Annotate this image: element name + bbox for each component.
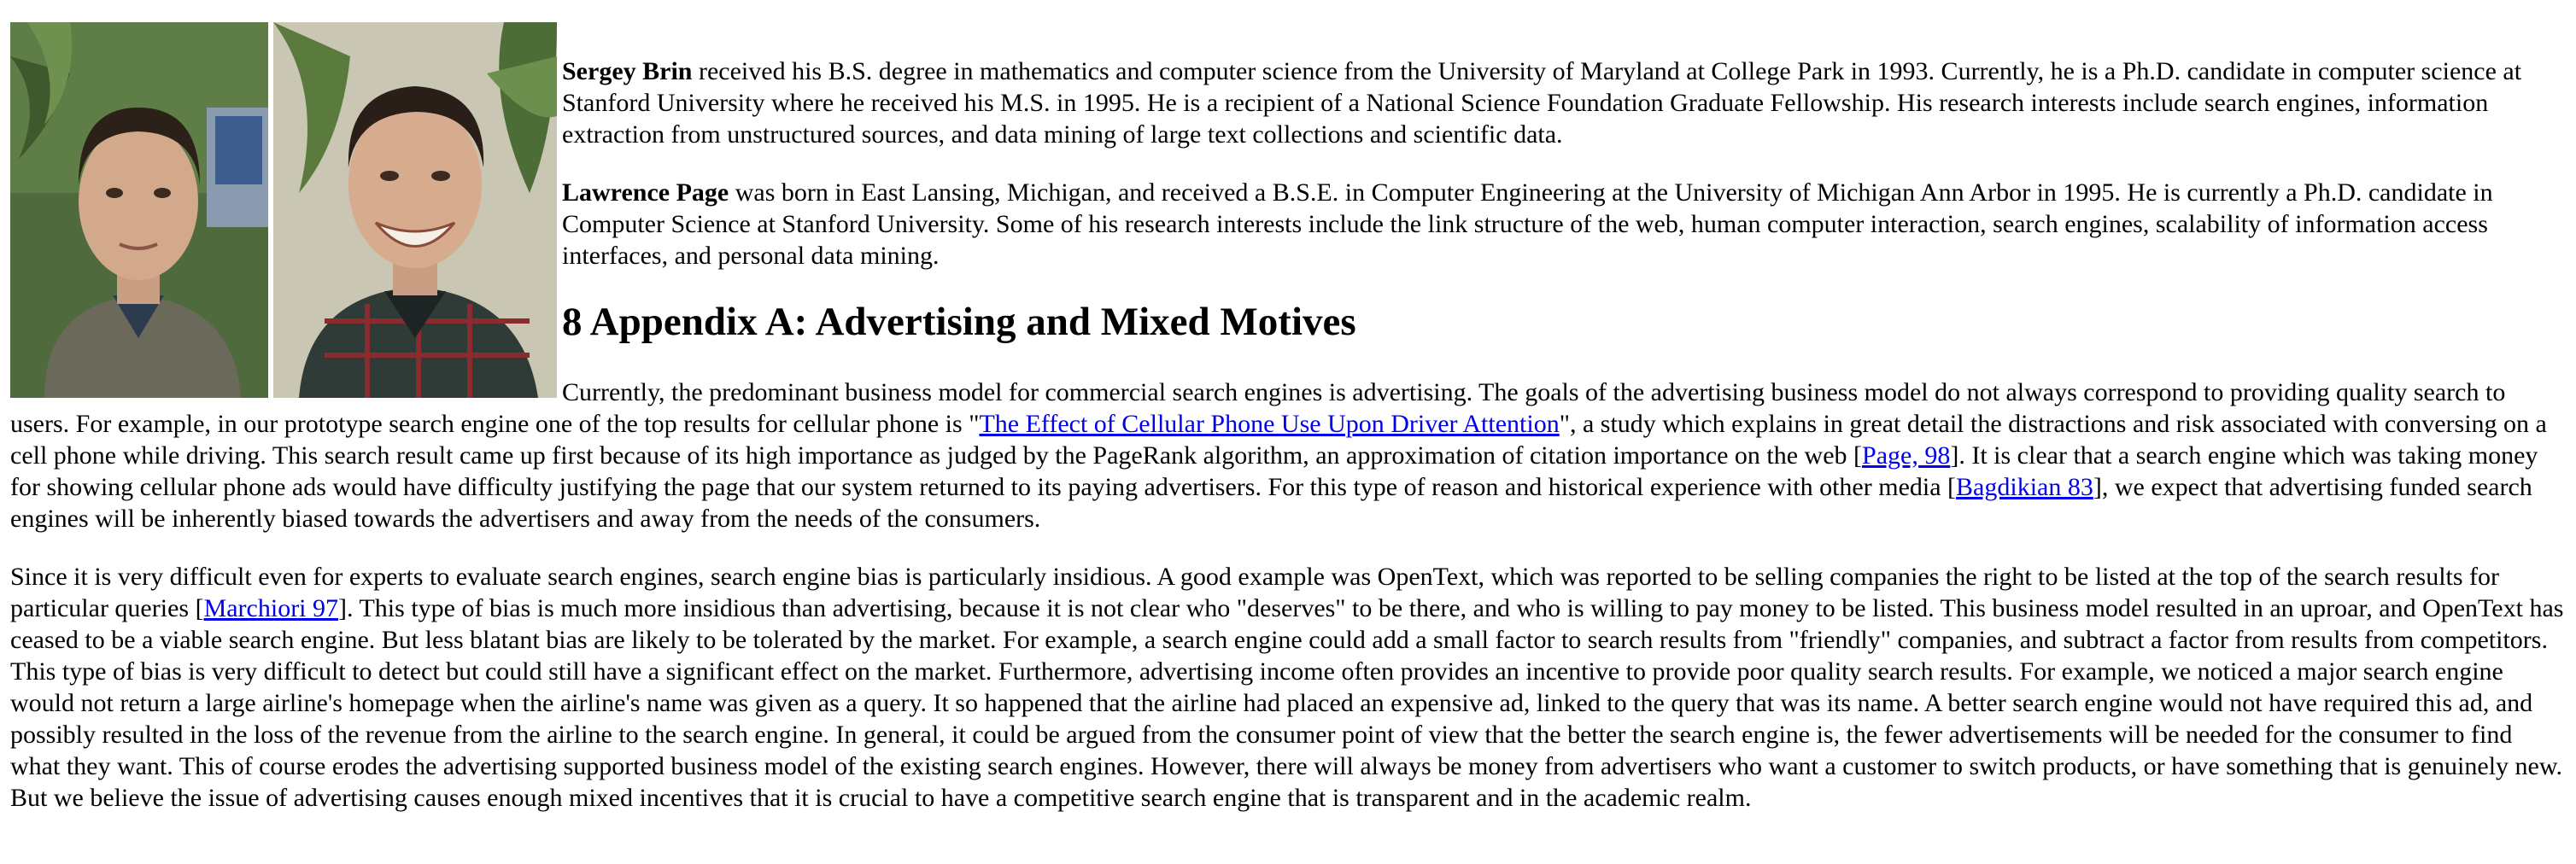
- bio-text: received his B.S. degree in mathematics and computer science from the University of Maryland at College Park in 1993. Currently, he is a Ph.D. candidate in computer science at Stanford University where he received his M.S. in 1995. He is a recipient of a National Science Foundation Graduate Fellowship. His research interests include search engines, information extraction from unstructured sources, and data mining of large text collections and scientific data.: [562, 57, 2522, 149]
- citation-marchiori-97-link[interactable]: Marchiori 97: [203, 594, 339, 622]
- bio-name: Lawrence Page: [562, 178, 729, 207]
- cellular-phone-study-link[interactable]: The Effect of Cellular Phone Use Upon Driver Attention: [979, 410, 1560, 438]
- paragraph-text: ", a study which explains in great detail the distractions and risk associated with conversing on a cell phone while driving. This search result came up first because of its high importance as judged by the PageRank algorithm, an approximation of citation importance on the web [: [10, 410, 2547, 470]
- citation-bagdikian-83-link[interactable]: Bagdikian 83: [1956, 473, 2093, 501]
- author-photos: [10, 22, 557, 398]
- appendix-paragraph-1: [10, 377, 2566, 534]
- bio-text: was born in East Lansing, Michigan, and received a B.S.E. in Computer Engineering at the University of Michigan Ann Arbor in 1995. He is currently a Ph.D. candidate in Computer Science at Stanford University. Some of his research interests include the link structure of the web, human computer interaction, search engines, scalability of information access interfaces, and personal data mining.: [562, 178, 2493, 270]
- paragraph-text: Since it is very difficult even for experts to evaluate search engines, search engine bias is particularly insidious. A good example was OpenText, which was reported to be selling companies the right to be listed at the top of the search results for particular queries [: [10, 563, 2500, 622]
- portrait-sergey-brin-photo: [10, 22, 268, 398]
- paragraph-text: ], we expect that advertising funded search engines will be inherently biased towards the advertisers and away from the needs of the consumers.: [10, 473, 2532, 533]
- appendix-paragraph-2: [10, 561, 2566, 814]
- paragraph-text: ]. It is clear that a search engine which was taking money for showing cellular phone ads would have difficulty justifying the page that our system returned to its paying advertisers. For this type of reason and historical experience with other media [: [10, 441, 2538, 501]
- paragraph-text: ]. This type of bias is much more insidious than advertising, because it is not clear who "deserves" to be there, and who is willing to pay money to be listed. This business model resulted in an uproar, and OpenText has ceased to be a viable search engine. But less blatant bias are likely to be tolerated by the market. For example, a search engine could add a small factor to search results from "friendly" companies, and subtract a factor from results from competitors. This type of bias is very difficult to detect but could still have a significant effect on the market. Furthermore, advertising income often provides an incentive to provide poor quality search results. For example, we noticed a major search engine would not return a large airline's homepage when the airline's name was given as a query. It so happened that the airline had placed an expensive ad, linked to the query that was its name. A better search engine would not have required this ad, and possibly resulted in the loss of the revenue from the airline to the search engine. In general, it could be argued from the consumer point of view that the better the search engine is, the fewer advertisements will be needed for the consumer to find what they want. This of course erodes the advertising supported business model of the existing search engines. However, there will always be money from advertisers who want a customer to switch products, or have something that is genuinely new. But we believe the issue of advertising causes enough mixed incentives that it is crucial to have a competitive search engine that is transparent and in the academic realm.: [10, 594, 2564, 812]
- portrait-lawrence-page-photo: [273, 22, 557, 398]
- section-heading: 8 Appendix A: Advertising and Mixed Motives: [562, 300, 1356, 344]
- paragraph-text: Currently, the predominant business model for commercial search engines is advertising. The goals of the advertising business model do not always correspond to providing quality search to users. For example, in our prototype search engine one of the top results for cellular phone is ": [10, 378, 2506, 438]
- bio-name: Sergey Brin: [562, 57, 693, 85]
- citation-page-98-link[interactable]: Page, 98: [1862, 441, 1951, 470]
